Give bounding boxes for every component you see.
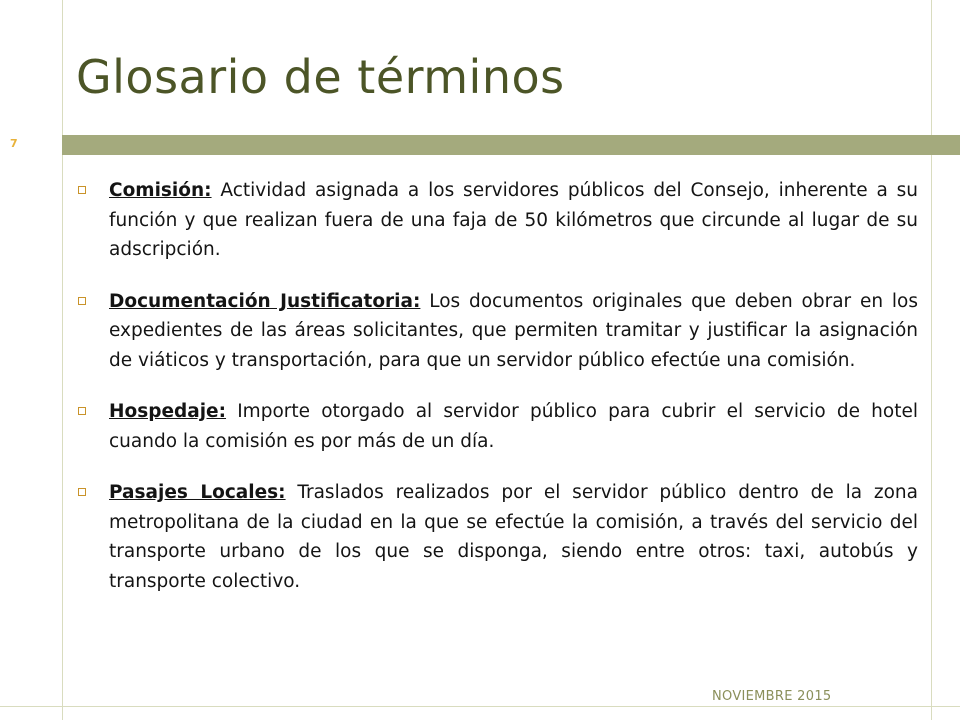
glossary-definition: Importe otorgado al servidor público para cubrir el servicio de hotel cuando la comisión es por más de un día. [109, 401, 918, 452]
square-bullet-icon [78, 297, 86, 305]
slide-number-tab [0, 135, 55, 155]
slide-number: 7 [10, 137, 18, 150]
square-bullet-icon [78, 186, 86, 194]
title-rule-bar [62, 135, 960, 155]
glossary-term: Documentación Justificatoria: [109, 290, 421, 312]
glossary-item [76, 478, 918, 596]
glossary-item [76, 397, 918, 456]
glossary-definition: Los documentos originales que deben obrar en los expedientes de las áreas solicitantes, que permiten tramitar y justificar la asignación de viáticos y transportación, para que un servidor público efectúe una comisión. [109, 290, 918, 371]
guide-line-left [62, 0, 63, 720]
guide-line-right [931, 0, 932, 720]
square-bullet-icon [78, 407, 86, 415]
glossary-term: Pasajes Locales: [109, 482, 286, 503]
glossary-definition: Actividad asignada a los servidores públicos del Consejo, inherente a su función y que realizan fuera de una faja de 50 kilómetros que circunde al lugar de su adscripción. [109, 180, 918, 260]
slide-title: Glosario de términos [76, 50, 565, 104]
glossary-term: Hospedaje: [109, 401, 227, 422]
slide-number-box [0, 131, 55, 159]
glossary-list [76, 176, 918, 618]
slide-footer-date: NOVIEMBRE 2015 [712, 689, 832, 704]
glossary-term: Comisión: [109, 180, 212, 201]
glossary-definition: Traslados realizados por el servidor público dentro de la zona metropolitana de la ciudad en la que se efectúe la comisión, a través del servicio del transporte urbano de los que se disponga, siendo entre otros: taxi, autobús y transporte colectivo. [109, 482, 918, 592]
glossary-item [76, 287, 918, 376]
guide-line-bottom [0, 706, 960, 707]
square-bullet-icon [78, 488, 86, 496]
glossary-item [76, 176, 918, 265]
